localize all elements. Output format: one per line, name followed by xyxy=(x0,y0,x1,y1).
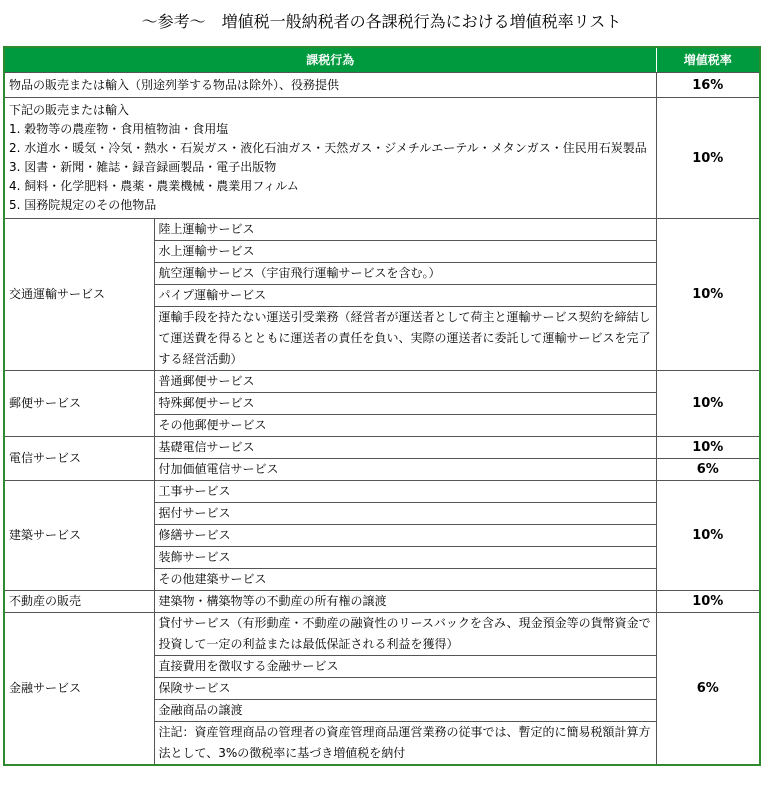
header-rate: 増値税率 xyxy=(656,47,760,73)
item-cell: その他建築サービス xyxy=(154,569,656,591)
note-cell: 注記：資産管理商品の管理者の資産管理商品運営業務の従事では、暫定的に簡易税額計算方法として、3%の徴税率に基づき増値税を納付 xyxy=(154,722,656,766)
rate-cell: 16% xyxy=(656,73,760,98)
item-cell: 装飾サービス xyxy=(154,547,656,569)
table-row xyxy=(4,613,760,656)
table-header-row xyxy=(4,47,760,73)
rate-cell: 6% xyxy=(656,459,760,481)
rate-cell: 10% xyxy=(656,98,760,219)
list-line: 下記の販売または輸入 xyxy=(9,103,130,117)
item-cell: 普通郵便サービス xyxy=(154,371,656,393)
table-row xyxy=(4,73,760,98)
table-row xyxy=(4,481,760,503)
page-title: ～参考～ 増値税一般納税者の各課税行為における増値税率リスト xyxy=(141,12,622,31)
header-activity: 課税行為 xyxy=(4,47,656,73)
item-cell: 付加価値電信サービス xyxy=(154,459,656,481)
vat-rate-table xyxy=(3,46,761,766)
item-cell: 建築物・構築物等の不動産の所有権の譲渡 xyxy=(154,591,656,613)
table-row xyxy=(4,98,760,219)
category-finance: 金融サービス xyxy=(4,613,154,766)
item-cell: 水上運輸サービス xyxy=(154,241,656,263)
table-row xyxy=(4,219,760,241)
list-line: 4. 飼料・化学肥料・農薬・農業機械・農業用フィルム xyxy=(9,179,299,193)
table-row xyxy=(4,591,760,613)
item-cell: 直接費用を徴収する金融サービス xyxy=(154,656,656,678)
item-cell: 据付サービス xyxy=(154,503,656,525)
item-cell: 航空運輸サービス（宇宙飛行運輸サービスを含む。） xyxy=(154,263,656,285)
item-cell: 基礎電信サービス xyxy=(154,437,656,459)
item-cell: パイプ運輸サービス xyxy=(154,285,656,307)
rate-cell: 10% xyxy=(656,481,760,591)
list-line: 1. 穀物等の農産物・食用植物油・食用塩 xyxy=(9,122,229,136)
category-realestate: 不動産の販売 xyxy=(4,591,154,613)
item-cell: 修繕サービス xyxy=(154,525,656,547)
item-cell: 貸付サービス（有形動産・不動産の融資性のリースバックを含み、現金預金等の貨幣資金で投資して一定の利益または最低保証される利益を獲得） xyxy=(154,613,656,656)
row-goods-label: 物品の販売または輸入（別途列挙する物品は除外）、役務提供 xyxy=(4,73,656,98)
rate-cell: 10% xyxy=(656,437,760,459)
item-cell: 運輸手段を持たない運送引受業務（経営者が運送者として荷主と運輸サービス契約を締結して運送費を得るとともに運送者の責任を負い、実際の運送者に委託して運輸サービスを完了する経営活動） xyxy=(154,307,656,371)
item-cell: 工事サービス xyxy=(154,481,656,503)
rate-cell: 10% xyxy=(656,219,760,371)
category-postal: 郵便サービス xyxy=(4,371,154,437)
category-telecom: 電信サービス xyxy=(4,437,154,481)
list-line: 5. 国務院規定のその他物品 xyxy=(9,198,157,212)
table-row xyxy=(4,371,760,393)
item-cell: その他郵便サービス xyxy=(154,415,656,437)
row-listed-goods xyxy=(4,98,656,219)
item-cell: 保険サービス xyxy=(154,678,656,700)
list-line: 2. 水道水・暖気・冷気・熱水・石炭ガス・液化石油ガス・天然ガス・ジメチルエーテル・メタンガス・住民用石炭製品 xyxy=(9,141,647,155)
item-cell: 金融商品の譲渡 xyxy=(154,700,656,722)
item-cell: 陸上運輸サービス xyxy=(154,219,656,241)
category-transport: 交通運輸サービス xyxy=(4,219,154,371)
rate-cell: 10% xyxy=(656,591,760,613)
item-cell: 特殊郵便サービス xyxy=(154,393,656,415)
list-line: 3. 図書・新聞・雑誌・録音録画製品・電子出版物 xyxy=(9,160,277,174)
rate-cell: 6% xyxy=(656,613,760,766)
rate-cell: 10% xyxy=(656,371,760,437)
table-row xyxy=(4,437,760,459)
category-construction: 建築サービス xyxy=(4,481,154,591)
